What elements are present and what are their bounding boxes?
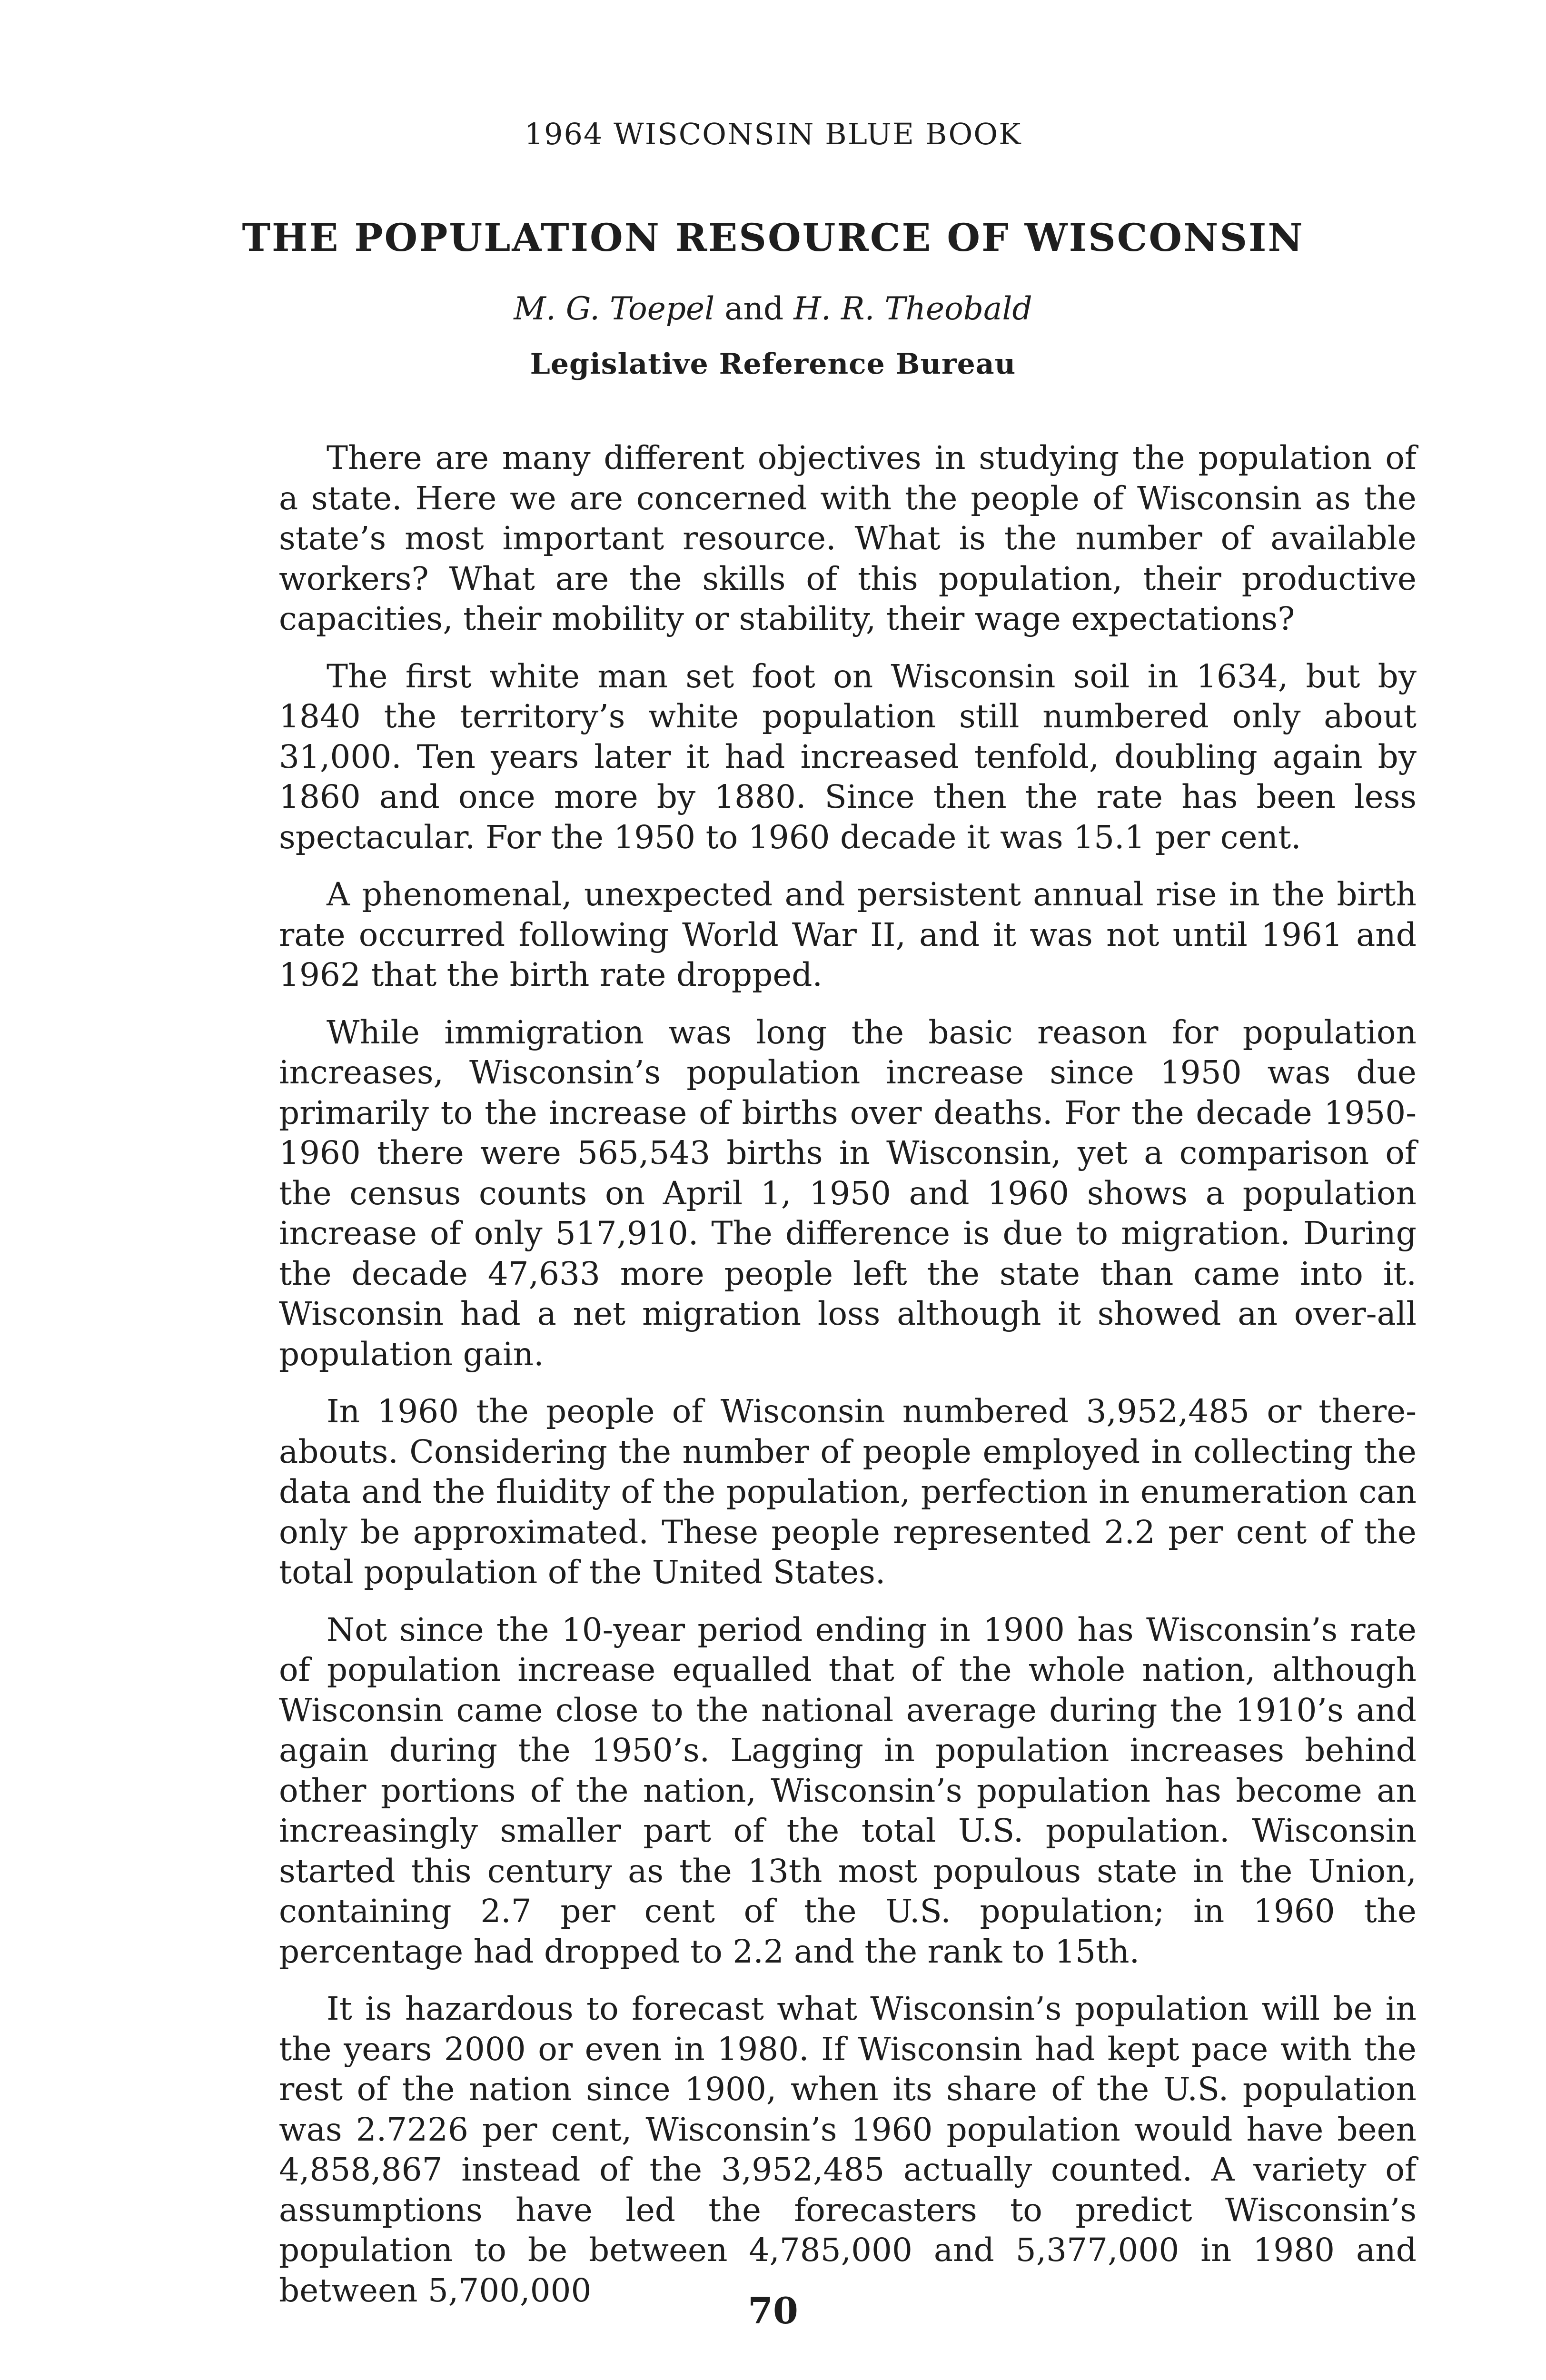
running-header: 1964 WISCONSIN BLUE BOOK (524, 117, 1022, 151)
paragraph: The first white man set foot on Wisconsin soil in 1634, but by 1840 the territory’s white population still numbered only about 31,000. Ten years later it had increased tenfold, doubling again by 1860 and once more by 1880. Since then the rate has been less spectacular. For the 1950 to 1960 decade it was 15.1 per cent. (279, 657, 1417, 856)
article-body (279, 438, 1417, 2328)
paragraph: While immigration was long the basic reason for population increases, Wisconsin’s population increase since 1950 was due primarily to the increase of births over deaths. For the decade 1950-1960 there were 565,543 births in Wisconsin, yet a comparison of the census counts on April 1, 1950 and 1960 shows a population increase of only 517,910. The difference is due to migration. During the decade 47,633 more people left the state than came into it. Wisconsin had a net migration loss although it showed an over-all population gain. (279, 1013, 1417, 1373)
article-title: THE POPULATION RESOURCE OF WISCONSIN (242, 215, 1304, 260)
author-name: M. G. Toepel (514, 290, 715, 327)
author-affiliation: Legislative Reference Bureau (530, 347, 1016, 381)
author-joiner: and (724, 290, 784, 327)
author-line (0, 290, 1546, 327)
page-number: 70 (748, 2290, 798, 2332)
paragraph: A phenomenal, unexpected and persistent annual rise in the birth rate occurred following World War II, and it was not until 1961 and 1962 that the birth rate dropped. (279, 875, 1417, 993)
paragraph: In 1960 the people of Wisconsin numbered 3,952,485 or thereabouts. Considering the number of people employed in collecting the data and the fluidity of the population, perfection in enumeration can only be approximated. These people represented 2.2 per cent of the total population of the United States. (279, 1392, 1417, 1591)
paragraph: Not since the 10-year period ending in 1900 has Wisconsin’s rate of population increase equalled that of the whole nation, although Wisconsin came close to the national average during the 1910’s and again during the 1950’s. Lagging in population increases behind other portions of the nation, Wisconsin’s population has become an increasingly smaller part of the total U.S. population. Wisconsin started this century as the 13th most populous state in the Union, containing 2.7 per cent of the U.S. population; in 1960 the percentage had dropped to 2.2 and the rank to 15th. (279, 1610, 1417, 1970)
paragraph: There are many different objectives in studying the population of a state. Here we are concerned with the people of Wisconsin as the state’s most important resource. What is the number of available workers? What are the skills of this population, their productive capacities, their mobility or stability, their wage expectations? (279, 439, 1417, 637)
paragraph: It is hazardous to forecast what Wisconsin’s population will be in the years 2000 or even in 1980. If Wisconsin had kept pace with the rest of the nation since 1900, when its share of the U.S. population was 2.7226 per cent, Wisconsin’s 1960 population would have been 4,858,867 instead of the 3,952,485 actually counted. A variety of assumptions have led the forecasters to predict Wisconsin’s population to be between 4,785,000 and 5,377,000 in 1980 and between 5,700,000 (279, 1990, 1417, 2309)
author-name: H. R. Theobald (793, 290, 1032, 327)
